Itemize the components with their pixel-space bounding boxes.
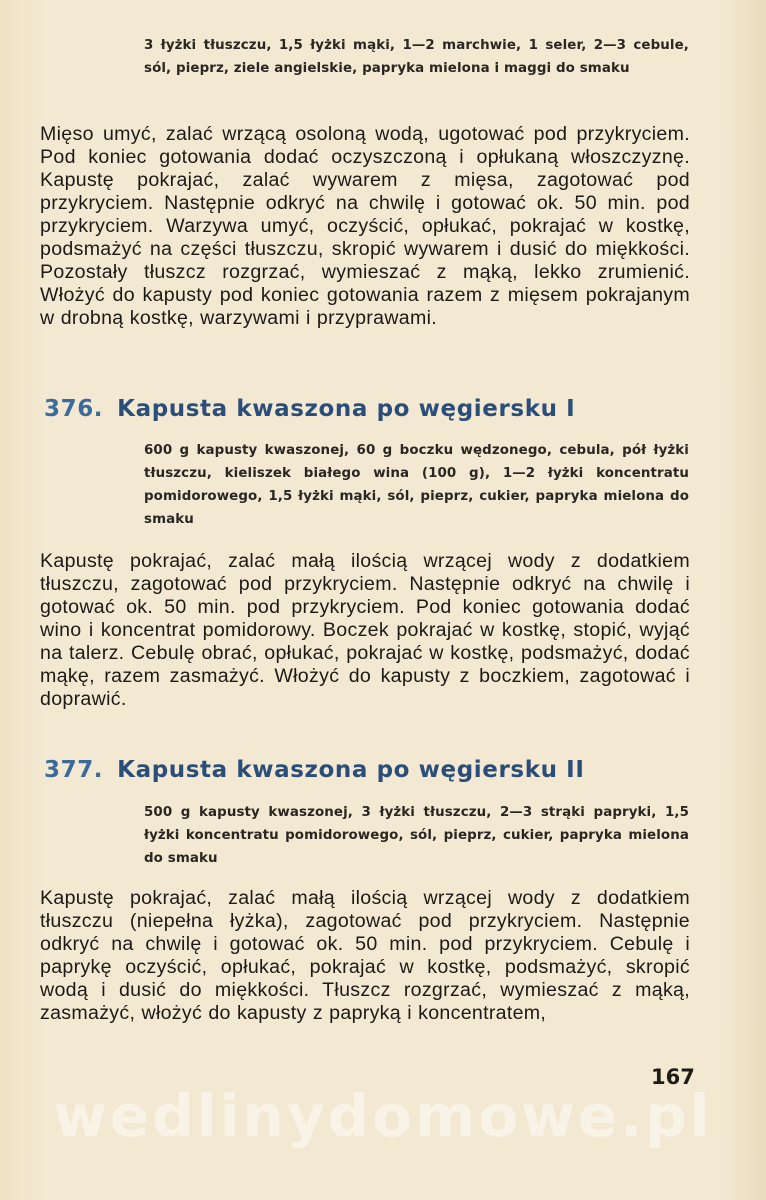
- recipe-title: Kapusta kwaszona po węgiersku II: [117, 757, 585, 783]
- recipe-instructions: Mięso umyć, zalać wrzącą osoloną wodą, ugotować pod przykryciem. Pod koniec gotowania dodać oczyszczoną i opłukaną włoszczyznę. Kapustę pokrajać, zalać wywarem z mięsa, zagotować pod przykryciem. Następnie odkryć na chwilę i gotować ok. 50 min. pod przykryciem. Warzywa umyć, oczyścić, opłukać, pokrajać w kostkę, podsmażyć na części tłuszczu, skropić wywarem i dusić do miękkości. Pozostały tłuszcz rozgrzać, wymieszać z mąką, lekko zrumienić. Włożyć do kapusty pod koniec gotowania razem z mięsem pokrajanym w drobną kostkę, warzywami i przyprawami.: [40, 123, 690, 329]
- ingredients-list: 500 g kapusty kwaszonej, 3 łyżki tłuszczu, 2—3 strąki papryki, 1,5 łyżki koncentratu pomidorowego, sól, pieprz, cukier, papryka mielona do smaku: [144, 805, 689, 866]
- recipe-instructions: Kapustę pokrajać, zalać małą ilością wrzącej wody z dodatkiem tłuszczu, zagotować pod przykryciem. Następnie odkryć na chwilę i gotować ok. 50 min. pod przykryciem. Pod koniec gotowania dodać wino i koncentrat pomidorowy. Boczek pokrajać w kostkę, stopić, wyjąć na talerz. Cebulę obrać, opłukać, pokrajać w kostkę, podsmażyć, dodać mąkę, razem zasmażyć. Włożyć do kapusty z boczkiem, zagotować i doprawić.: [40, 550, 690, 710]
- recipe-title: Kapusta kwaszona po węgiersku I: [117, 396, 576, 422]
- page-number: 167: [651, 1065, 695, 1089]
- recipe-instructions: Kapustę pokrajać, zalać małą ilością wrzącej wody z dodatkiem tłuszczu (niepełna łyżka), zagotować pod przykryciem. Następnie odkryć na chwilę i gotować ok. 50 min. pod przykryciem. Cebulę i paprykę oczyścić, opłukać, pokrajać w kostkę, podsmażyć, skropić wodą i dusić do miękkości. Tłuszcz rozgrzać, wymieszać z mąką, zasmażyć, włożyć do kapusty z papryką i koncentratem,: [40, 887, 690, 1024]
- watermark: wedlinydomowe.pl: [53, 1082, 713, 1150]
- ingredients-list: 3 łyżki tłuszczu, 1,5 łyżki mąki, 1—2 marchwie, 1 seler, 2—3 cebule, sól, pieprz, ziele angielskie, papryka mielona i maggi do smaku: [144, 38, 689, 76]
- recipe-heading: [44, 394, 575, 424]
- recipe-number: 376.: [44, 396, 104, 422]
- recipe-heading: [44, 755, 585, 785]
- recipe-number: 377.: [44, 757, 104, 783]
- ingredients-list: 600 g kapusty kwaszonej, 60 g boczku wędzonego, cebula, pół łyżki tłuszczu, kieliszek białego wina (100 g), 1—2 łyżki koncentratu pomidorowego, 1,5 łyżki mąki, sól, pieprz, cukier, papryka mielona do smaku: [144, 443, 689, 527]
